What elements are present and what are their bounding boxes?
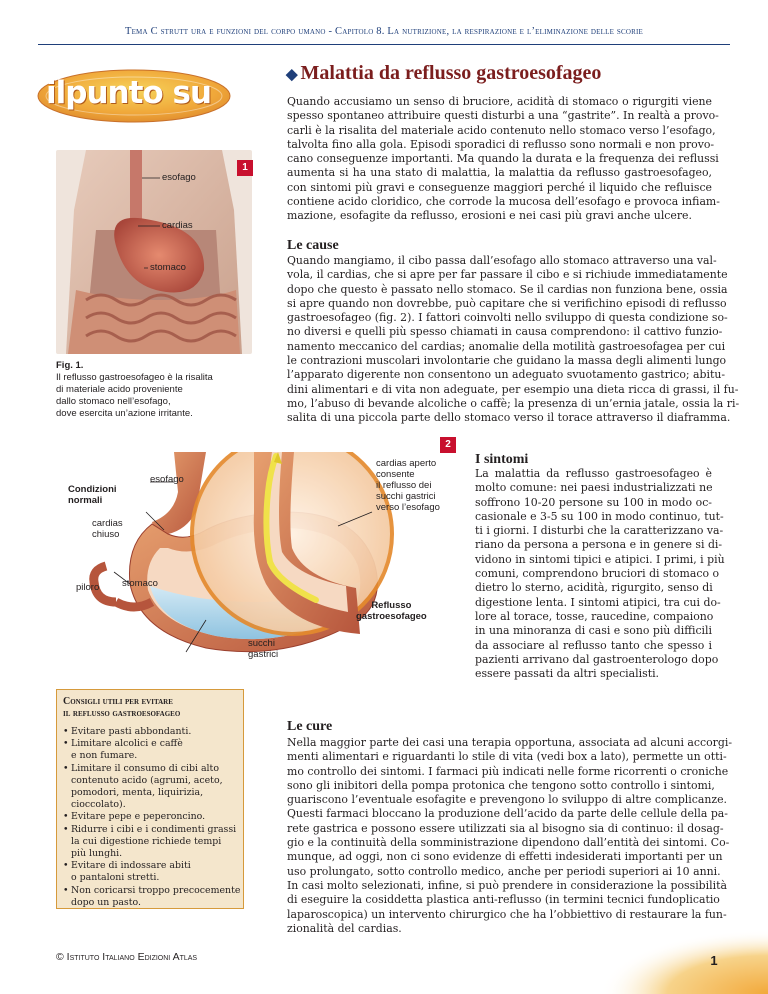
section-title-cure: Le cure xyxy=(287,719,333,734)
sintomi-line: lore al torace, tosse, raucedine, compaiono xyxy=(475,609,714,623)
tip-line: o pantaloni stretti. xyxy=(71,872,160,884)
tip-line: • Ridurre i cibi e i condimenti grassi xyxy=(71,823,237,835)
cardias-aperto-line: succhi gastrici xyxy=(376,491,436,502)
tip-line: più lunghi. xyxy=(71,848,123,860)
cause-line: Quando mangiamo, il cibo passa dall’esofago allo stomaco attraverso una val- xyxy=(287,254,717,267)
header-part2: Capitolo 8. xyxy=(335,26,385,37)
succhi-line: gastrici xyxy=(248,649,279,660)
cure-line: menti alimentari e riguardanti lo stile di vita (vedi box a lato), permette un otti- xyxy=(287,750,727,764)
cause-line: l’apparato digerente non consentono un adeguato svuotamento gastrico; abitu- xyxy=(287,368,726,382)
label-piloro: piloro xyxy=(76,582,100,593)
caption-line: di materiale acido proveniente xyxy=(56,384,183,395)
reflusso-line: gastroesofageo xyxy=(356,611,427,622)
tip-line: la cui digestione richiede tempi xyxy=(71,835,222,847)
anatomy-drawing xyxy=(56,150,252,354)
sintomi-line: La malattia da reflusso gastroesofageo è xyxy=(475,467,712,480)
tip-line: • Evitare pasti abbondanti. xyxy=(71,726,192,737)
tip-line: • Limitare il consumo di cibi alto xyxy=(71,762,219,774)
sintomi-line: soffrono 10-20 persone su 100 in modo oc- xyxy=(475,495,712,509)
label-stomaco-2: stomaco xyxy=(122,578,158,589)
header-part1: Tema C strutt ura e funzioni del corpo umano xyxy=(124,26,326,37)
cause-line: no diversi e quelli più spesso chiamati in causa comprendono: il cattivo funzio- xyxy=(287,325,723,339)
cure-line: di eseguire la cosiddetta plastica anti-reflusso (in termini tecnici fundoplicatio xyxy=(287,893,720,907)
cause-line: namento meccanico del cardias; anomalie della motilità gastroesofagea per cui xyxy=(287,339,726,353)
label-esofago-2: esofago xyxy=(150,474,184,485)
tip-item xyxy=(63,860,239,884)
sintomi-line: ti i giorni. I disturbi che la caratterizzano va- xyxy=(475,524,724,538)
label-reflusso xyxy=(356,600,427,622)
title-text: Malattia da reflusso gastroesofageo xyxy=(300,62,602,84)
cure-line: laparoscopica) un intervento chirurgico che ha l’obbiettivo di restaurare la fun- xyxy=(287,907,727,921)
header-sep: - xyxy=(325,26,336,37)
tip-line: • Limitare alcolici e caffè xyxy=(71,738,183,750)
publisher-footer: © Istituto Italiano Edizioni Atlas xyxy=(56,951,198,963)
tip-line: • Evitare di indossare abiti xyxy=(71,860,191,872)
cure-line: rete gastrica e possono essere utilizzati sia al bisogno sia di continuo: il dosag- xyxy=(287,821,724,835)
sintomi-line: in una minoranza di casi e sono più difficili xyxy=(475,624,713,638)
intro-line: contiene acido cloridico, che corrode la mucosa dell’esofago e provoca infiam- xyxy=(287,195,720,209)
sintomi-line: casionale e 3-5 su 100 in modo continuo, tut- xyxy=(475,509,724,523)
tips-title-line: Consigli utili per evitare xyxy=(63,696,173,707)
intro-line: carli è la risalita del materiale acido contenuto nello stomaco verso l’esofago, xyxy=(287,123,716,137)
cure-line: munque, ad oggi, non ci sono evidenze di effetti indesiderati importanti per un xyxy=(287,850,723,864)
running-header xyxy=(0,26,768,37)
il-punto-su-badge xyxy=(36,66,232,126)
intro-paragraph xyxy=(287,95,720,224)
sintomi-line: comuni, comprendono bruciori di stomaco o xyxy=(475,567,720,581)
tips-title xyxy=(63,696,180,720)
sintomi-paragraph xyxy=(475,467,725,681)
caption-line: Il reflusso gastroesofageo è la risalita xyxy=(56,372,213,383)
tip-item xyxy=(63,738,239,762)
caption-title: Fig. 1. xyxy=(56,360,84,371)
cure-line: sono gli inibitori della pompa protonica che tengono sotto controllo i sintomi, xyxy=(287,778,715,792)
cause-line: salita di una piccola parte dello stomaco verso il torace attraverso il diaframma. xyxy=(287,411,731,425)
sintomi-line: da associare al reflusso tanto che spesso i xyxy=(475,638,712,652)
caption-line: dallo stomaco nell’esofago, xyxy=(56,396,171,407)
intro-line: talvolta fino alla gola. Episodi sporadici di reflusso sono normali e non provo- xyxy=(287,137,715,151)
intro-line: aumenta si ha una stato di malattia, la malattia da reflusso gastroesofageo, xyxy=(287,166,712,180)
badge-text-punto: punto xyxy=(65,75,163,111)
succhi-line: succhi xyxy=(248,638,275,649)
header-rule xyxy=(38,44,730,45)
section-title-cause: Le cause xyxy=(287,238,339,253)
cardias-aperto-line: cardias aperto xyxy=(376,458,437,469)
intro-line: con sintomi più gravi e conseguenze maggiori perché il liquido che refluisce xyxy=(287,180,712,194)
tips-list xyxy=(63,726,239,909)
reflux-diagram xyxy=(56,452,460,665)
tips-title-line: il reflusso gastroesofageo xyxy=(63,708,181,719)
anatomy-illustration xyxy=(56,150,252,354)
intro-line: spesso spontaneo attribuire questi disturbi a una “gastrite”. In realtà a provo- xyxy=(287,109,719,123)
tip-line: • Non coricarsi troppo precocemente xyxy=(71,884,241,896)
tip-item xyxy=(63,726,239,738)
cause-line: dopo che questo è passato nello stomaco. Se il cardias non funziona bene, ossia xyxy=(287,282,728,296)
tip-line: • Evitare pepe e peperoncino. xyxy=(71,811,206,823)
label-cardias-chiuso xyxy=(92,518,123,540)
cure-line: gio e la continuità della somministrazione dipendono dall’entità dei sintomi. Co- xyxy=(287,836,730,850)
figure-1-number: 1 xyxy=(237,160,253,176)
cardias-aperto-line: verso l’esofago xyxy=(376,502,440,513)
cardias-aperto-line: consente xyxy=(376,469,415,480)
condizioni-line: Condizioni xyxy=(68,484,117,495)
page-number: 1 xyxy=(710,953,718,968)
tip-item xyxy=(63,763,239,812)
label-stomaco: stomaco xyxy=(150,262,186,273)
header-part3: La nutrizione, la respirazione e l’eliminazione delle scorie xyxy=(384,26,644,37)
cause-line: gastroesofageo (fig. 2). I fattori coinvolti nello sviluppo di questa condizione so- xyxy=(287,311,728,325)
tip-item xyxy=(63,824,239,861)
cause-line: dini alimentari e di vita non adeguate, per esempio una dieta ricca di grassi, il fu- xyxy=(287,382,739,396)
cure-line: guariscono l’eventuale esofagite e prevengono lo sviluppo di altre complicanze. xyxy=(287,793,728,807)
tips-box xyxy=(56,689,244,909)
label-condizioni-normali xyxy=(68,484,117,506)
sintomi-line: essere passati da altri specialisti. xyxy=(475,667,660,681)
tip-item xyxy=(63,885,239,909)
cause-line: le contrazioni muscolari involontarie che guidano la massa degli alimenti lungo xyxy=(287,354,727,368)
cure-line: Nella maggior parte dei casi una terapia opportuna, associata ad alcuni accorgi- xyxy=(287,736,733,749)
sintomi-line: molto comune: nei paesi industrializzati ne xyxy=(475,481,713,495)
badge-text-su: su xyxy=(162,75,212,111)
article-title xyxy=(286,62,601,85)
cure-paragraph xyxy=(287,736,733,936)
tip-line: dopo un pasto. xyxy=(71,896,141,908)
cause-paragraph xyxy=(287,254,740,426)
intro-line: mazione, esofagite da reflusso, erosioni e nei casi più gravi anche ulcere. xyxy=(287,209,692,223)
cure-line: uso prolungato, sotto controllo medico, anche per periodi superiori ai 10 anni. xyxy=(287,864,721,878)
cure-line: mo controllo dei sintomi. I farmaci più indicati nelle forme ricorrenti o croniche xyxy=(287,764,729,778)
caption-line: dove esercita un’azione irritante. xyxy=(56,408,193,419)
badge-text-il: il xyxy=(46,75,66,111)
reflusso-line: Reflusso xyxy=(371,600,412,611)
label-succhi-gastrici xyxy=(248,638,278,660)
label-cardias: cardias xyxy=(162,220,193,231)
figure-1-caption xyxy=(56,360,256,420)
sintomi-line: vidono in sintomi tipici e atipici. I primi, i più xyxy=(475,552,725,566)
cure-line: zionalità del cardias. xyxy=(287,921,402,935)
cure-line: Questi farmaci bloccano la produzione dell’acido da parte delle cellule della pa- xyxy=(287,807,728,821)
cause-line: si apre quando non dovrebbe, può capitare che si verifichino episodi di reflusso xyxy=(287,296,727,310)
cure-line: In casi molto selezionati, infine, si può prendere in considerazione la possibilità xyxy=(287,878,727,892)
sintomi-line: riano da persona a persona e in genere si di- xyxy=(475,538,723,552)
figure-2-number: 2 xyxy=(440,437,456,453)
tip-line: pomodori, menta, liquirizia, xyxy=(71,787,204,799)
tip-line: e non fumare. xyxy=(71,750,138,762)
cardias-chiuso-line: chiuso xyxy=(92,529,120,540)
cardias-chiuso-line: cardias xyxy=(92,518,123,529)
condizioni-line: normali xyxy=(68,495,103,506)
cause-line: mo, l’abuso di bevande alcoliche o caffè; la presenza di un’ernia jatale, ossia la ri- xyxy=(287,396,740,410)
sintomi-line: dietro lo sterno, acidità, rigurgito, senso di xyxy=(475,581,713,595)
tip-line: cioccolato). xyxy=(71,799,126,811)
tip-item xyxy=(63,811,239,823)
label-esofago: esofago xyxy=(162,172,196,183)
tip-line: contenuto acido (agrumi, aceto, xyxy=(71,774,223,786)
intro-line: Quando accusiamo un senso di bruciore, acidità di stomaco o rigurgiti viene xyxy=(287,95,712,108)
cause-line: vola, il cardias, che si apre per far passare il cibo e si richiude immediatamente xyxy=(287,268,728,282)
intro-line: cano conseguenze importanti. Ma quando la durata e la frequenza dei reflussi xyxy=(287,152,719,166)
section-title-sintomi: I sintomi xyxy=(475,452,529,467)
diamond-icon: ◆ xyxy=(286,67,298,83)
sintomi-line: digestione lenta. I sintomi atipici, tra cui do- xyxy=(475,595,721,609)
page-corner-decoration xyxy=(600,930,768,994)
label-cardias-aperto xyxy=(376,458,440,513)
cardias-aperto-line: il reflusso dei xyxy=(376,480,432,491)
sintomi-line: pazienti arrivano dal gastroenterologo dopo xyxy=(475,652,719,666)
